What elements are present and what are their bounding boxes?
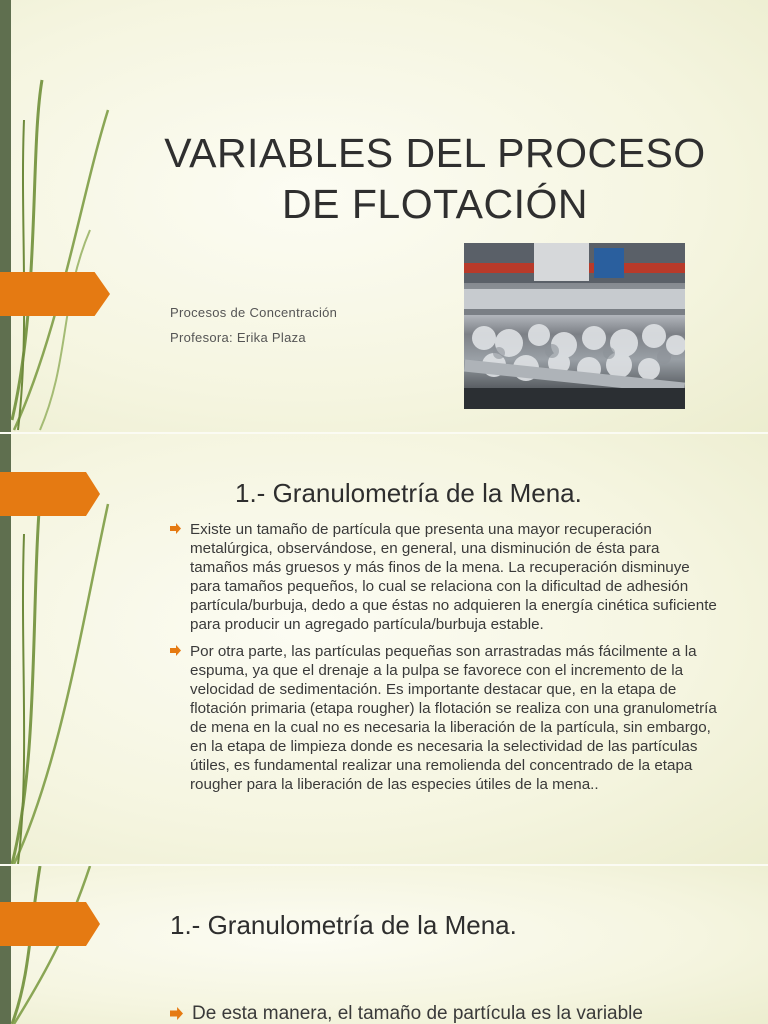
- bullet-item: [170, 642, 718, 794]
- accent-arrow: [0, 902, 100, 946]
- bullet-item: [170, 1002, 718, 1024]
- flotation-photo: [464, 243, 685, 409]
- slide-title: [0, 0, 768, 432]
- bullet-text: Existe un tamaño de partícula que presenta una mayor recuperación metalúrgica, observándose, en general, una disminución de ésta para tamaños más gruesos y más finos de la mena. La recuperación disminuye para tamaños pequeños, lo cual se relaciona con la dificultad de adhesión partícula/burbuja, dedo a que éstas no adquieren la energía cinética suficiente para producir un agregado partícula/burbuja estable.: [190, 521, 717, 633]
- bullet-list: [170, 520, 718, 802]
- leaf-decoration-icon: [0, 0, 120, 432]
- arrow-bullet-icon: [170, 645, 181, 656]
- slide-granulometry: [0, 434, 768, 864]
- bullet-list: [170, 1002, 718, 1024]
- slide-title-text: VARIABLES DEL PROCESO DE FLOTACIÓN: [164, 130, 706, 227]
- arrow-bullet-icon: [170, 1007, 183, 1020]
- slide-granulometry-continued: [0, 866, 768, 1024]
- bullet-item: [170, 520, 718, 634]
- professor-name: Profesora: Erika Plaza: [170, 330, 306, 345]
- accent-arrow: [0, 472, 100, 516]
- accent-arrow: [0, 272, 110, 316]
- bullet-text: Por otra parte, las partículas pequeñas son arrastradas más fácilmente a la espuma, ya que el drenaje a la pulpa se favorece con el incremento de la velocidad de sedimentación. Es importante destacar que, en la etapa de flotación primaria (etapa rougher) la flotación se realiza con una granulometría de mena en la cual no es necesaria la liberación de la partícula, sin embargo, en la etapa de limpieza donde es necesaria la selectividad de las partículas útiles, es fundamental realizar una remolienda del concentrado de la etapa rougher para la liberación de las especies útiles de la mena..: [190, 643, 717, 793]
- section-heading: 1.- Granulometría de la Mena.: [235, 478, 582, 508]
- bullet-text: De esta manera, el tamaño de partícula es la variable: [192, 1003, 643, 1024]
- section-heading: 1.- Granulometría de la Mena.: [170, 910, 517, 940]
- arrow-bullet-icon: [170, 523, 181, 534]
- course-name: Procesos de Concentración: [170, 305, 338, 320]
